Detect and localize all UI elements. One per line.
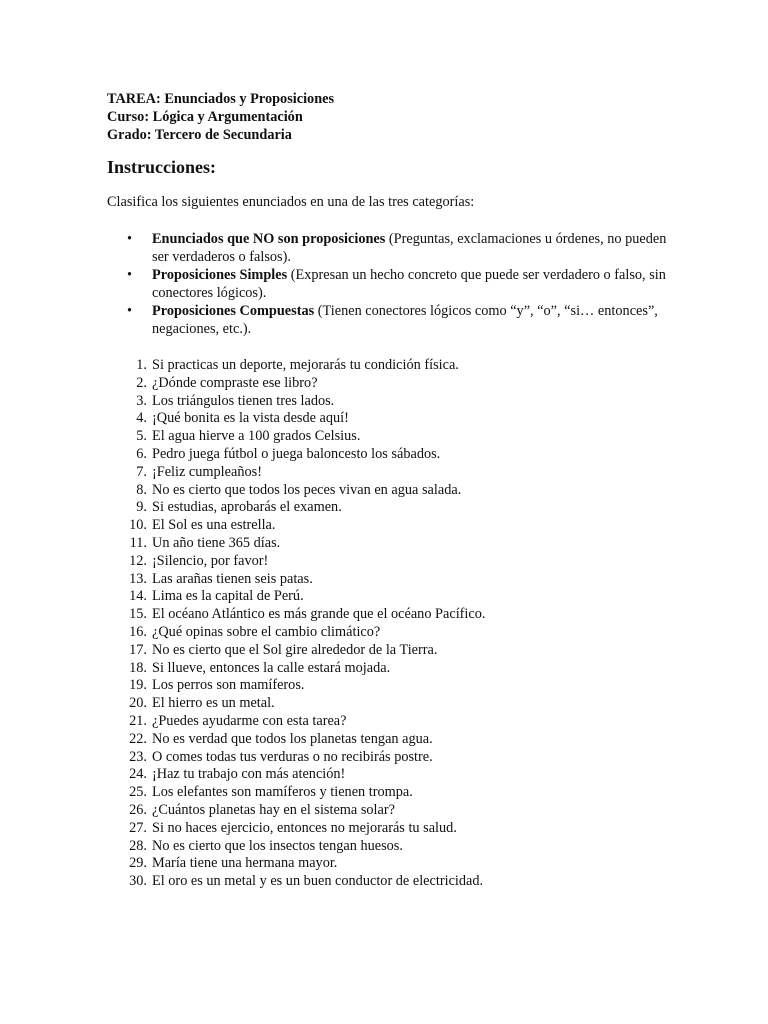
statement-number: 26. bbox=[129, 801, 147, 818]
statement-item bbox=[107, 838, 667, 856]
statement-text: ¡Silencio, por favor! bbox=[152, 552, 269, 569]
statement-list bbox=[107, 357, 667, 891]
statement-item bbox=[107, 820, 667, 838]
statement-text: No es cierto que los insectos tengan huesos. bbox=[152, 837, 403, 854]
statement-item bbox=[107, 571, 667, 589]
statement-text: Pedro juega fútbol o juega baloncesto los sábados. bbox=[152, 445, 441, 462]
course-line: Curso: Lógica y Argumentación bbox=[107, 109, 303, 125]
category-list bbox=[107, 230, 667, 338]
statement-number: 3. bbox=[136, 392, 147, 409]
statement-text: El océano Atlántico es más grande que el océano Pacífico. bbox=[152, 606, 486, 623]
statement-item bbox=[107, 713, 667, 731]
statement-text: Las arañas tienen seis patas. bbox=[152, 570, 313, 587]
statement-text: O comes todas tus verduras o no recibirás postre. bbox=[152, 748, 433, 765]
statement-item bbox=[107, 464, 667, 482]
statement-item bbox=[107, 535, 667, 553]
statement-text: Un año tiene 365 días. bbox=[152, 534, 281, 551]
statement-item bbox=[107, 410, 667, 428]
statement-item bbox=[107, 375, 667, 393]
statement-text: María tiene una hermana mayor. bbox=[152, 855, 338, 872]
statement-item bbox=[107, 766, 667, 784]
statement-text: ¡Qué bonita es la vista desde aquí! bbox=[152, 410, 349, 427]
statement-item bbox=[107, 588, 667, 606]
document-page bbox=[107, 90, 667, 891]
statement-item bbox=[107, 446, 667, 464]
statement-text: ¿Cuántos planetas hay en el sistema solar? bbox=[152, 801, 395, 818]
statement-number: 16. bbox=[129, 623, 147, 640]
statement-text: No es cierto que el Sol gire alrededor de la Tierra. bbox=[152, 641, 438, 658]
statement-item bbox=[107, 393, 667, 411]
statement-text: ¿Puedes ayudarme con esta tarea? bbox=[152, 712, 347, 729]
statement-number: 25. bbox=[129, 784, 147, 801]
statement-item bbox=[107, 642, 667, 660]
statement-text: Los elefantes son mamíferos y tienen trompa. bbox=[152, 784, 413, 801]
statement-item bbox=[107, 357, 667, 375]
statement-item bbox=[107, 624, 667, 642]
statement-number: 27. bbox=[129, 819, 147, 836]
statement-text: Si llueve, entonces la calle estará mojada. bbox=[152, 659, 391, 676]
statement-text: Los triángulos tienen tres lados. bbox=[152, 392, 335, 409]
statement-number: 13. bbox=[129, 570, 147, 587]
statement-number: 2. bbox=[136, 374, 147, 391]
grade-line: Grado: Tercero de Secundaria bbox=[107, 127, 292, 143]
statement-number: 22. bbox=[129, 730, 147, 747]
statement-item bbox=[107, 553, 667, 571]
statement-number: 28. bbox=[129, 837, 147, 854]
statement-text: El oro es un metal y es un buen conductor de electricidad. bbox=[152, 873, 484, 890]
statement-item bbox=[107, 873, 667, 891]
document-header bbox=[107, 90, 667, 144]
statement-number: 1. bbox=[136, 357, 147, 373]
statement-text: ¿Dónde compraste ese libro? bbox=[152, 374, 318, 391]
statement-number: 11. bbox=[129, 534, 147, 551]
statement-number: 24. bbox=[129, 766, 147, 783]
statement-number: 14. bbox=[129, 588, 147, 605]
statement-number: 18. bbox=[129, 659, 147, 676]
statement-number: 29. bbox=[129, 855, 147, 872]
statement-number: 6. bbox=[136, 445, 147, 462]
bullet-icon: • bbox=[127, 303, 133, 319]
bullet-icon: • bbox=[127, 267, 133, 283]
statement-item bbox=[107, 499, 667, 517]
category-item bbox=[107, 302, 667, 338]
statement-number: 10. bbox=[129, 517, 147, 534]
statement-item bbox=[107, 660, 667, 678]
statement-text: Lima es la capital de Perú. bbox=[152, 588, 304, 605]
statement-item bbox=[107, 695, 667, 713]
statement-number: 23. bbox=[129, 748, 147, 765]
instructions-heading: Instrucciones: bbox=[107, 157, 216, 177]
statement-text: Si practicas un deporte, mejorarás tu condición física. bbox=[152, 357, 459, 373]
statement-number: 17. bbox=[129, 641, 147, 658]
statement-number: 4. bbox=[136, 410, 147, 427]
statement-text: Si no haces ejercicio, entonces no mejorarás tu salud. bbox=[152, 819, 457, 836]
statement-text: ¡Feliz cumpleaños! bbox=[152, 463, 262, 480]
category-description: (Preguntas, exclamaciones u órdenes, no pueden ser verdaderos o falsos). bbox=[152, 231, 667, 265]
bullet-icon: • bbox=[127, 231, 133, 247]
statement-number: 20. bbox=[129, 695, 147, 712]
statement-number: 21. bbox=[129, 712, 147, 729]
statement-number: 12. bbox=[129, 552, 147, 569]
statement-number: 30. bbox=[129, 873, 147, 890]
statement-text: El agua hierve a 100 grados Celsius. bbox=[152, 428, 361, 445]
category-name: Proposiciones Compuestas bbox=[152, 303, 315, 319]
category-description: (Tienen conectores lógicos como “y”, “o”, “si… entonces”, negaciones, etc.). bbox=[152, 303, 658, 337]
statement-number: 15. bbox=[129, 606, 147, 623]
category-description: (Expresan un hecho concreto que puede ser verdadero o falso, sin conectores lógicos). bbox=[152, 267, 666, 301]
statement-text: Si estudias, aprobarás el examen. bbox=[152, 499, 342, 516]
statement-text: No es verdad que todos los planetas tengan agua. bbox=[152, 730, 433, 747]
statement-text: El hierro es un metal. bbox=[152, 695, 275, 712]
category-name: Enunciados que NO son proposiciones bbox=[152, 231, 386, 247]
statement-text: No es cierto que todos los peces vivan en agua salada. bbox=[152, 481, 462, 498]
statement-text: ¿Qué opinas sobre el cambio climático? bbox=[152, 623, 381, 640]
statement-item bbox=[107, 802, 667, 820]
statement-number: 19. bbox=[129, 677, 147, 694]
statement-item bbox=[107, 606, 667, 624]
statement-number: 8. bbox=[136, 481, 147, 498]
category-item bbox=[107, 230, 667, 266]
statement-item bbox=[107, 731, 667, 749]
statement-item bbox=[107, 428, 667, 446]
category-name: Proposiciones Simples bbox=[152, 267, 288, 283]
category-item bbox=[107, 266, 667, 302]
statement-text: ¡Haz tu trabajo con más atención! bbox=[152, 766, 346, 783]
statement-item bbox=[107, 749, 667, 767]
statement-item bbox=[107, 855, 667, 873]
statement-item bbox=[107, 482, 667, 500]
statement-item bbox=[107, 517, 667, 535]
statement-number: 5. bbox=[136, 428, 147, 445]
statement-number: 7. bbox=[136, 463, 147, 480]
instructions-intro: Clasifica los siguientes enunciados en una de las tres categorías: bbox=[107, 194, 475, 210]
statement-text: Los perros son mamíferos. bbox=[152, 677, 305, 694]
statement-number: 9. bbox=[136, 499, 147, 516]
statement-text: El Sol es una estrella. bbox=[152, 517, 276, 534]
task-title: TAREA: Enunciados y Proposiciones bbox=[107, 91, 335, 107]
statement-item bbox=[107, 784, 667, 802]
statement-item bbox=[107, 677, 667, 695]
